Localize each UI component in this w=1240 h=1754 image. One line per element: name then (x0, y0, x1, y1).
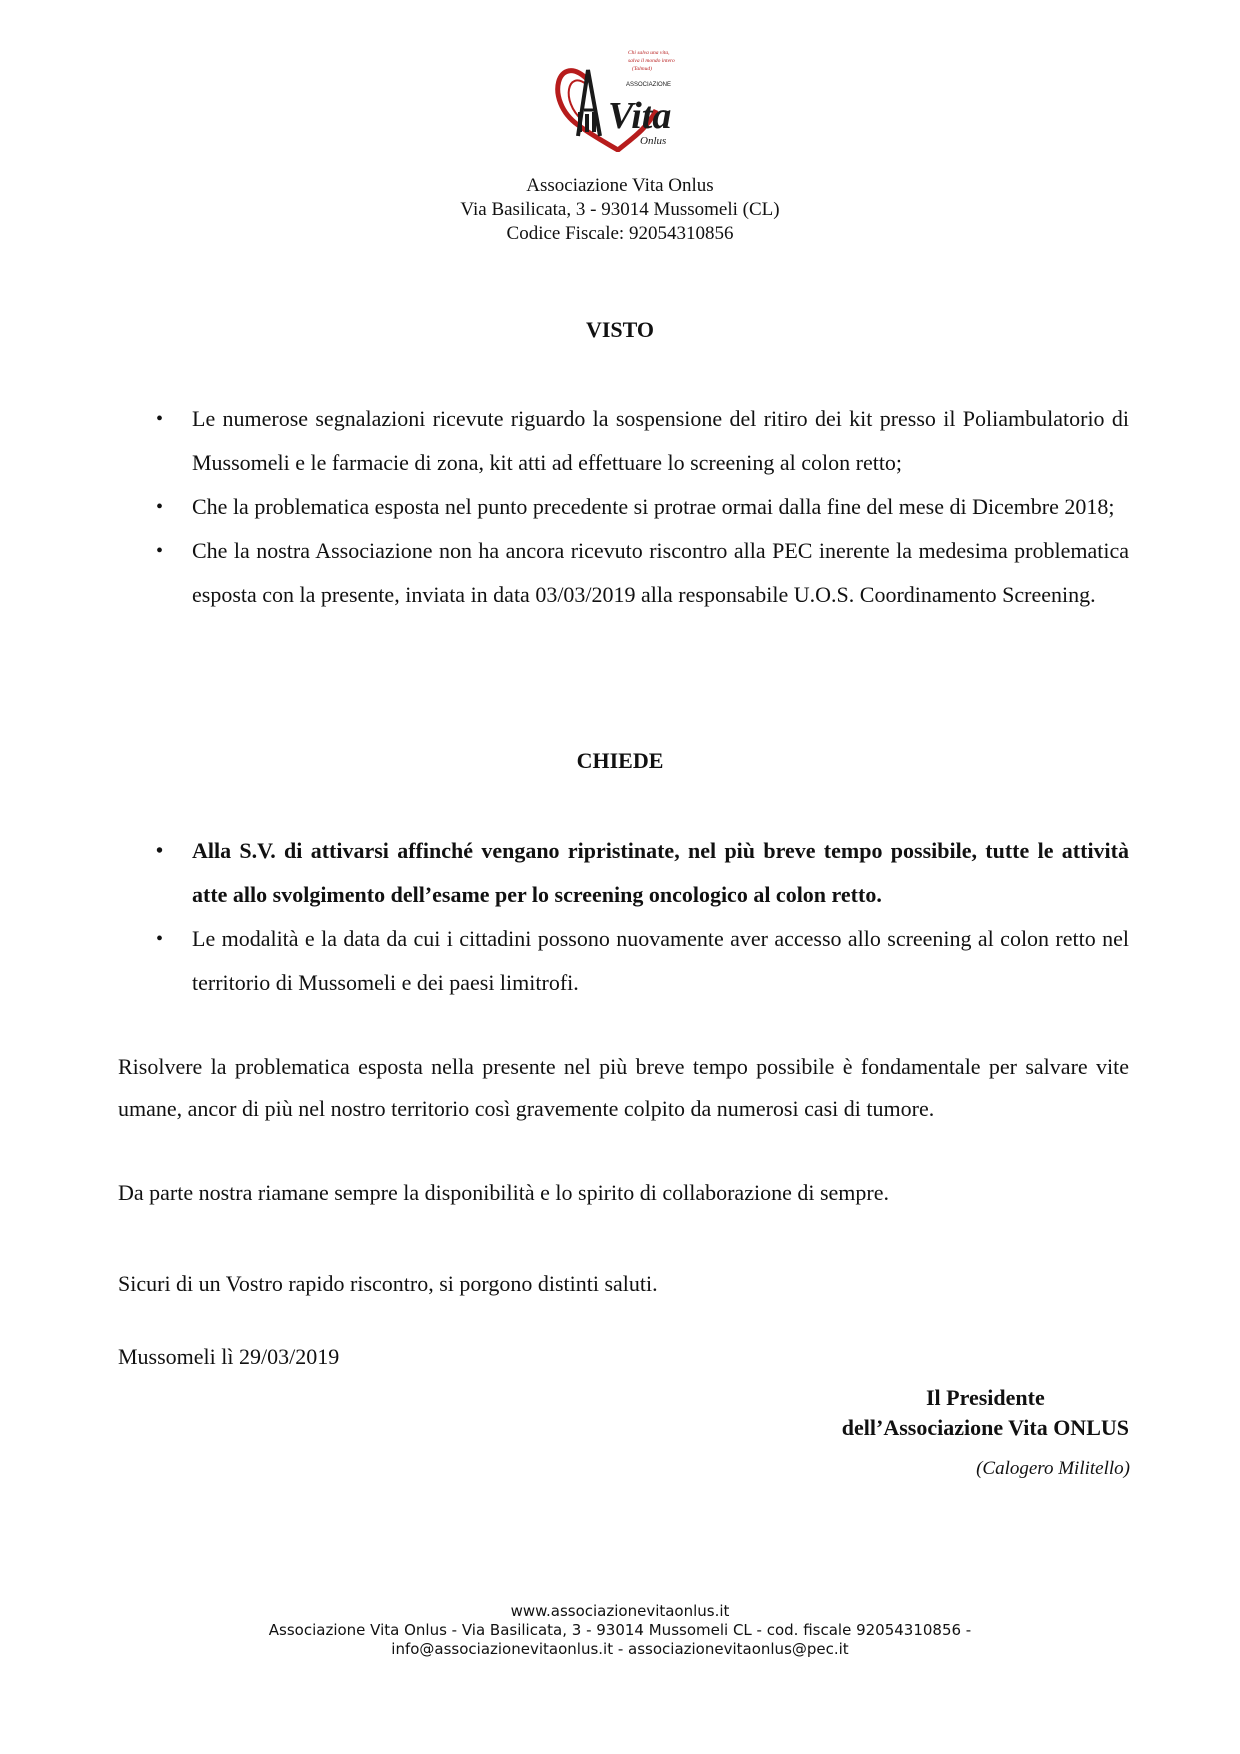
logo-subword: Onlus (640, 135, 667, 147)
logo-tagline-3: (Talmud) (632, 66, 652, 72)
letterhead-address (0, 174, 1240, 246)
chiede-item: • Alla S.V. di attivarsi affinché vengano ripristinate, nel più breve tempo possibile, tutte le attività atte allo svolgimento dell’esame per lo screening oncologico al colon retto. (0, 829, 1129, 917)
association-name: Associazione Vita Onlus (526, 175, 714, 196)
logo-tagline-1: Chi salva una vita, (628, 50, 670, 56)
visto-item: • Le numerose segnalazioni ricevute riguardo la sospensione del ritiro dei kit presso il Poliambulatorio di Mussomeli e le farmacie di zona, kit atti ad effettuare lo screening al colon retto; (0, 397, 1129, 485)
association-fiscal-code: Codice Fiscale: 92054310856 (506, 223, 734, 244)
visto-item: • Che la nostra Associazione non ha ancora ricevuto riscontro alla PEC inerente la medesima problematica esposta con la presente, inviata in data 03/03/2019 alla responsabile U.O.S. Coordinamento Screening. (0, 529, 1129, 617)
association-logo (548, 40, 698, 152)
logo-small-text: ASSOCIAZIONE (626, 82, 672, 88)
visto-heading: VISTO (585, 317, 655, 342)
footer-website[interactable]: www.associazionevitaonlus.it (510, 1602, 730, 1620)
visto-list (0, 397, 1129, 617)
chiede-item: • Le modalità e la data da cui i cittadini possono nuovamente aver accesso allo screening al colon retto nel territorio di Mussomeli e dei paesi limitrofi. (0, 917, 1129, 1005)
chiede-heading: CHIEDE (576, 748, 664, 773)
chiede-list (0, 829, 1129, 1005)
visto-item: • Che la problematica esposta nel punto precedente si protrae ormai dalla fine del mese di Dicembre 2018; (0, 485, 1129, 529)
place-date: Mussomeli lì 29/03/2019 (118, 1344, 340, 1369)
footer-emails[interactable]: info@associazionevitaonlus.it - associazionevitaonlus@pec.it (391, 1640, 849, 1658)
logo-tagline-2: salva il mondo intero (628, 58, 675, 64)
signature-organization: dell’Associazione Vita ONLUS (841, 1415, 1129, 1440)
signature-role: Il Presidente (926, 1385, 1045, 1410)
page-footer (0, 1602, 1240, 1659)
association-address: Via Basilicata, 3 - 93014 Mussomeli (CL) (460, 199, 780, 220)
logo-graphic (548, 40, 698, 152)
footer-details: Associazione Vita Onlus - Via Basilicata, 3 - 93014 Mussomeli CL - cod. fiscale 92054310856 - (268, 1621, 972, 1639)
logo-word: Vita (608, 95, 672, 137)
body-paragraph: Risolvere la problematica esposta nella presente nel più breve tempo possibile è fondamentale per salvare vite umane, ancor di più nel nostro territorio così gravemente colpito da numerosi casi di tumore. (118, 1054, 1129, 1121)
signature-block (841, 1383, 1130, 1479)
body-paragraph: Da parte nostra riamane sempre la disponibilità e lo spirito di collaborazione di sempre. (118, 1180, 889, 1205)
signature-name: (Calogero Militello) (976, 1458, 1130, 1479)
closing-line: Sicuri di un Vostro rapido riscontro, si porgono distinti saluti. (118, 1271, 658, 1296)
